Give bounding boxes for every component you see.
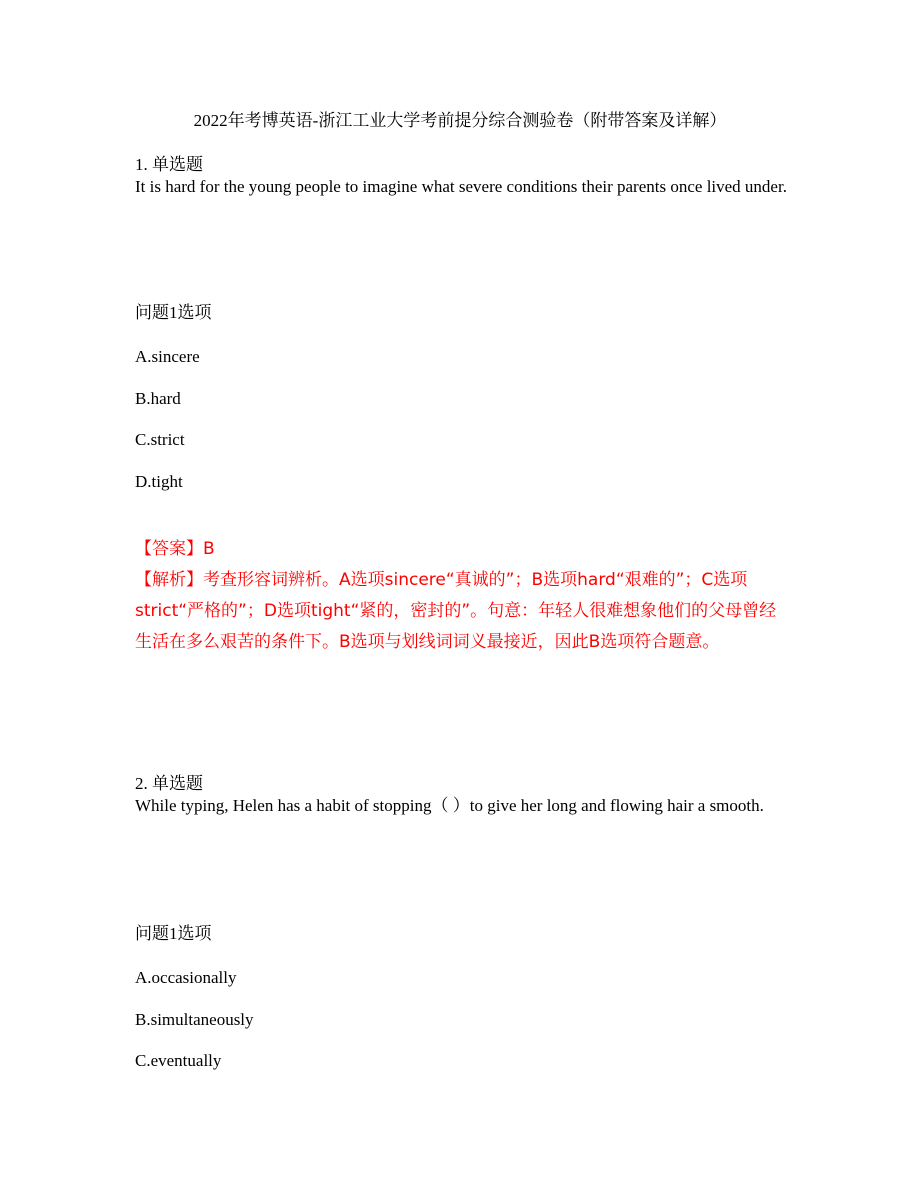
option-a: A.sincere [135, 347, 200, 366]
option-c: C.eventually [135, 1051, 222, 1070]
question-2 [135, 773, 795, 817]
question-1 [135, 154, 795, 198]
option-c: C.strict [135, 430, 185, 449]
answer-text: 【答案】B [135, 539, 215, 559]
option-b: B.simultaneously [135, 1010, 254, 1029]
option-a: A.occasionally [135, 968, 237, 987]
question-heading: 1. 单选题 [135, 155, 203, 174]
question-stem: While typing, Helen has a habit of stopping（ ）to give her long and flowing hair a smooth. [135, 796, 764, 815]
options-label: 问题1选项 [135, 924, 212, 943]
document-title: 2022年考博英语-浙江工业大学考前提分综合测验卷（附带答案及详解） [193, 111, 727, 130]
option-d: D.tight [135, 472, 183, 491]
question-heading: 2. 单选题 [135, 774, 203, 793]
option-b: B.hard [135, 389, 181, 408]
answer-section [135, 534, 785, 658]
options-label: 问题1选项 [135, 303, 212, 322]
analysis-text: 【解析】考查形容词辨析。A选项sincere“真诚的”；B选项hard“艰难的”；C选项strict“严格的”；D选项tight“紧的，密封的”。句意：年轻人很难想象他们的父母曾经生活在多么艰苦的条件下。B选项与划线词词义最接近，因此B选项符合题意。 [135, 570, 777, 652]
question-stem: It is hard for the young people to imagine what severe conditions their parents once lived under. [135, 177, 787, 196]
